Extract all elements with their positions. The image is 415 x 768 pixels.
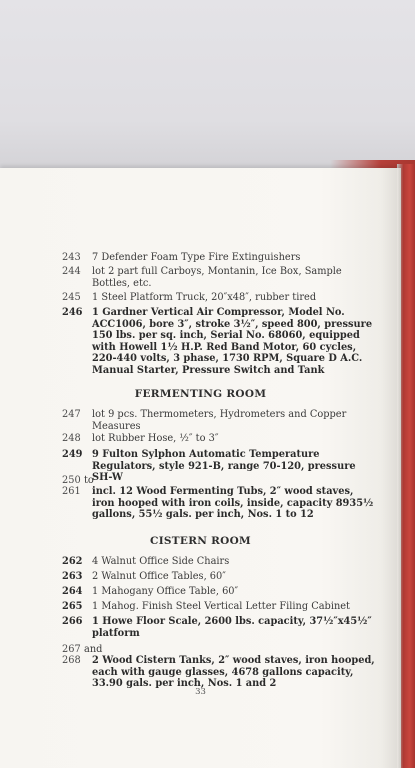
lot-description: 2 Wood Cistern Tanks, 2″ wood staves, iron hooped, each with gauge glasses, 4678 gallons capacity, 33.90 gals. per inch, Nos. 1 and 2 — [92, 655, 375, 689]
lot-number: 268 — [62, 655, 81, 666]
lot-number: 249 — [62, 449, 83, 460]
lot-description: incl. 12 Wood Fermenting Tubs, 2″ wood staves, iron hooped with iron coils, inside, capacity 8935½ gallons, 55½ gals. per inch, Nos. 1 to 12 — [92, 486, 374, 520]
lot-number: 244 — [62, 266, 81, 277]
lot-description: 1 Mahogany Office Table, 60″ — [92, 586, 239, 597]
lot-description: lot 2 part full Carboys, Montanin, Ice Box, Sample Bottles, etc. — [92, 266, 342, 289]
lot-number: 266 — [62, 616, 83, 627]
lot-description: lot 9 pcs. Thermometers, Hydrometers and Copper Measures — [92, 409, 347, 432]
section-heading-cistern-room: CISTERN ROOM — [150, 535, 251, 547]
lot-range-connector: to — [84, 475, 94, 486]
page-stack-edge — [397, 168, 401, 768]
lot-number: 243 — [62, 252, 81, 263]
lot-description: 1 Gardner Vertical Air Compressor, Model No. ACC1006, bore 3″, stroke 3½″, speed 800, pressure 150 lbs. per sq. inch, Serial No. 68060, equipped with Howell 1½ H.P. Red Band Motor, 60 cycles, 220-440 volts, 3 phase, 1730 RPM, Square D A.C. Manual Starter, Pressure Switch and Tank — [92, 307, 373, 376]
lot-description: 7 Defender Foam Type Fire Extinguishers — [92, 252, 301, 263]
lot-number: 247 — [62, 409, 81, 420]
lot-number: 263 — [62, 571, 83, 582]
lot-range-connector: and — [84, 644, 103, 655]
page-number: 33 — [195, 687, 206, 697]
lot-number: 262 — [62, 556, 83, 567]
lot-number: 250 — [62, 475, 81, 486]
lot-description: 1 Mahog. Finish Steel Vertical Letter Filing Cabinet — [92, 601, 350, 612]
section-heading-fermenting-room: FERMENTING ROOM — [134, 388, 267, 400]
lot-description: 1 Steel Platform Truck, 20″x48″, rubber tired — [92, 292, 317, 303]
lot-number: 261 — [62, 486, 81, 497]
lot-number: 265 — [62, 601, 83, 612]
lot-description: lot Rubber Hose, ½″ to 3″ — [92, 433, 219, 444]
lot-number: 267 — [62, 644, 81, 655]
background — [0, 0, 415, 172]
page-content — [0, 168, 401, 768]
lot-description: 4 Walnut Office Side Chairs — [92, 556, 230, 567]
document-page — [0, 168, 401, 768]
lot-number: 246 — [62, 307, 83, 318]
lot-description: 9 Fulton Sylphon Automatic Temperature Regulators, style 921-B, range 70-120, pressure SH-W — [92, 449, 356, 483]
lot-number: 264 — [62, 586, 83, 597]
lot-number: 245 — [62, 292, 81, 303]
lot-description: 1 Howe Floor Scale, 2600 lbs. capacity, 37½″x45½″ platform — [92, 616, 372, 639]
lot-number: 248 — [62, 433, 81, 444]
lot-description: 2 Walnut Office Tables, 60″ — [92, 571, 226, 582]
